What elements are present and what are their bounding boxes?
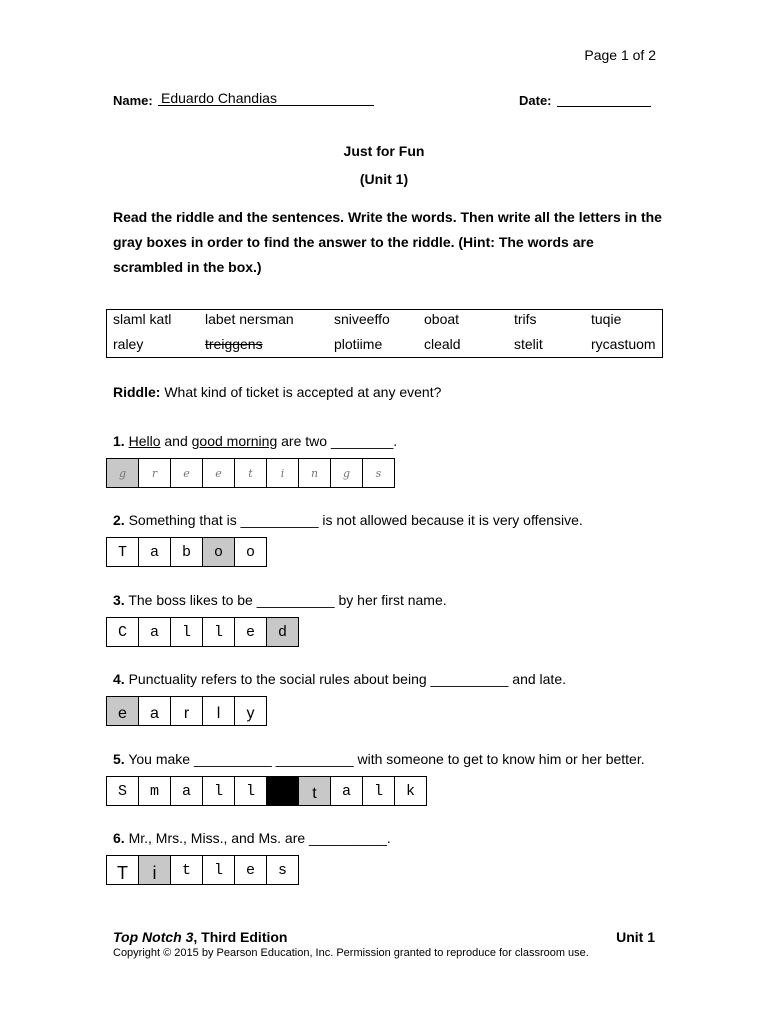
letter-box[interactable]: s xyxy=(362,458,395,488)
letter-box[interactable]: e xyxy=(234,855,267,885)
letter-box[interactable]: g xyxy=(330,458,363,488)
riddle-text: What kind of ticket is accepted at any event? xyxy=(164,384,442,400)
question-text: You make __________ __________ with someone to get to know him or her better. xyxy=(128,751,645,767)
riddle xyxy=(113,384,441,400)
question-text: Hello xyxy=(128,433,161,449)
letter-box[interactable]: l xyxy=(202,617,235,647)
letter-box[interactable]: l xyxy=(202,855,235,885)
letter-box[interactable]: i xyxy=(138,855,171,885)
word-bank-item: trifs xyxy=(514,311,537,327)
letter-box[interactable]: o xyxy=(234,537,267,567)
copyright: Copyright © 2015 by Pearson Education, Inc. Permission granted to reproduce for classroom use. xyxy=(113,947,589,959)
page-number: Page 1 of 2 xyxy=(584,47,656,63)
letter-box-space xyxy=(266,776,299,806)
word-bank-item: stelit xyxy=(514,336,543,352)
book-title: Top Notch 3 xyxy=(113,929,194,945)
question-5 xyxy=(113,751,645,767)
letter-box[interactable]: l xyxy=(202,776,235,806)
letter-box[interactable]: m xyxy=(138,776,171,806)
riddle-label: Riddle: xyxy=(113,384,161,400)
question-6 xyxy=(113,830,391,846)
letter-box[interactable]: a xyxy=(138,696,171,726)
question-1 xyxy=(113,433,397,449)
letter-box[interactable]: C xyxy=(106,617,139,647)
date-field[interactable] xyxy=(557,90,651,107)
letter-box[interactable]: a xyxy=(330,776,363,806)
letter-box[interactable]: s xyxy=(266,855,299,885)
answer-row-4 xyxy=(106,696,267,726)
letter-box[interactable]: r xyxy=(138,458,171,488)
letter-box[interactable]: T xyxy=(106,855,139,885)
question-3 xyxy=(113,592,447,608)
worksheet-unit: (Unit 1) xyxy=(359,171,409,187)
letter-box[interactable]: l xyxy=(362,776,395,806)
letter-box[interactable]: t xyxy=(298,776,331,806)
answer-row-5 xyxy=(106,776,427,806)
word-bank-item: slaml katl xyxy=(113,311,172,327)
word-bank-item: labet nersman xyxy=(205,311,294,327)
question-text: are two ________. xyxy=(277,433,398,449)
letter-box[interactable]: e xyxy=(106,696,139,726)
worksheet-title: Just for Fun xyxy=(343,143,425,159)
name-field[interactable]: Eduardo Chandias xyxy=(158,90,374,106)
letter-box[interactable]: T xyxy=(106,537,139,567)
name-label: Name: xyxy=(113,93,153,108)
letter-box[interactable]: a xyxy=(138,617,171,647)
letter-box[interactable]: n xyxy=(298,458,331,488)
letter-box[interactable]: a xyxy=(138,537,171,567)
question-text: Mr., Mrs., Miss., and Ms. are __________. xyxy=(128,830,391,846)
letter-box[interactable]: i xyxy=(266,458,299,488)
question-number: 4. xyxy=(113,671,125,687)
book-edition: , Third Edition xyxy=(193,929,288,945)
word-bank-item: cleald xyxy=(424,336,461,352)
question-text: Punctuality refers to the social rules about being __________ and late. xyxy=(128,671,566,687)
footer-unit: Unit 1 xyxy=(616,929,655,945)
word-bank-item: plotiime xyxy=(334,336,383,352)
word-bank-item: sniveeffo xyxy=(334,311,390,327)
question-2 xyxy=(113,512,583,528)
letter-box[interactable]: e xyxy=(202,458,235,488)
question-text: Something that is __________ is not allowed because it is very offensive. xyxy=(128,512,583,528)
question-number: 6. xyxy=(113,830,125,846)
letter-box[interactable]: l xyxy=(170,617,203,647)
answer-row-3 xyxy=(106,617,299,647)
question-number: 3. xyxy=(113,592,125,608)
letter-box[interactable]: g xyxy=(106,458,139,488)
letter-box[interactable]: l xyxy=(202,696,235,726)
word-bank-item: raley xyxy=(113,336,144,352)
letter-box[interactable]: y xyxy=(234,696,267,726)
letter-box[interactable]: a xyxy=(170,776,203,806)
question-text: and xyxy=(160,433,192,449)
word-bank-item-crossed: treiggens xyxy=(205,336,263,352)
question-text: The boss likes to be __________ by her first name. xyxy=(128,592,447,608)
letter-box[interactable]: b xyxy=(170,537,203,567)
date-label: Date: xyxy=(519,93,552,108)
letter-box[interactable]: l xyxy=(234,776,267,806)
question-number: 2. xyxy=(113,512,125,528)
letter-box[interactable]: S xyxy=(106,776,139,806)
letter-box[interactable]: t xyxy=(234,458,267,488)
question-4 xyxy=(113,671,566,687)
letter-box[interactable]: d xyxy=(266,617,299,647)
letter-box[interactable]: o xyxy=(202,537,235,567)
letter-box[interactable]: t xyxy=(170,855,203,885)
word-bank-item: tuqie xyxy=(591,311,622,327)
word-bank-item: rycastuom xyxy=(591,336,656,352)
letter-box[interactable]: k xyxy=(394,776,427,806)
word-bank xyxy=(106,309,663,358)
letter-box[interactable]: e xyxy=(234,617,267,647)
answer-row-1 xyxy=(106,458,395,488)
letter-box[interactable]: r xyxy=(170,696,203,726)
answer-row-2 xyxy=(106,537,267,567)
word-bank-item: oboat xyxy=(424,311,460,327)
question-text: good morning xyxy=(191,433,278,449)
question-number: 5. xyxy=(113,751,125,767)
instructions: Read the riddle and the sentences. Write the words. Then write all the letters in the gray boxes in order to find the answer to the riddle. (Hint: The words are scrambled in the box.) xyxy=(113,209,662,275)
letter-box[interactable]: e xyxy=(170,458,203,488)
question-number: 1. xyxy=(113,433,125,449)
answer-row-6 xyxy=(106,855,299,885)
footer-book-title xyxy=(113,929,287,945)
